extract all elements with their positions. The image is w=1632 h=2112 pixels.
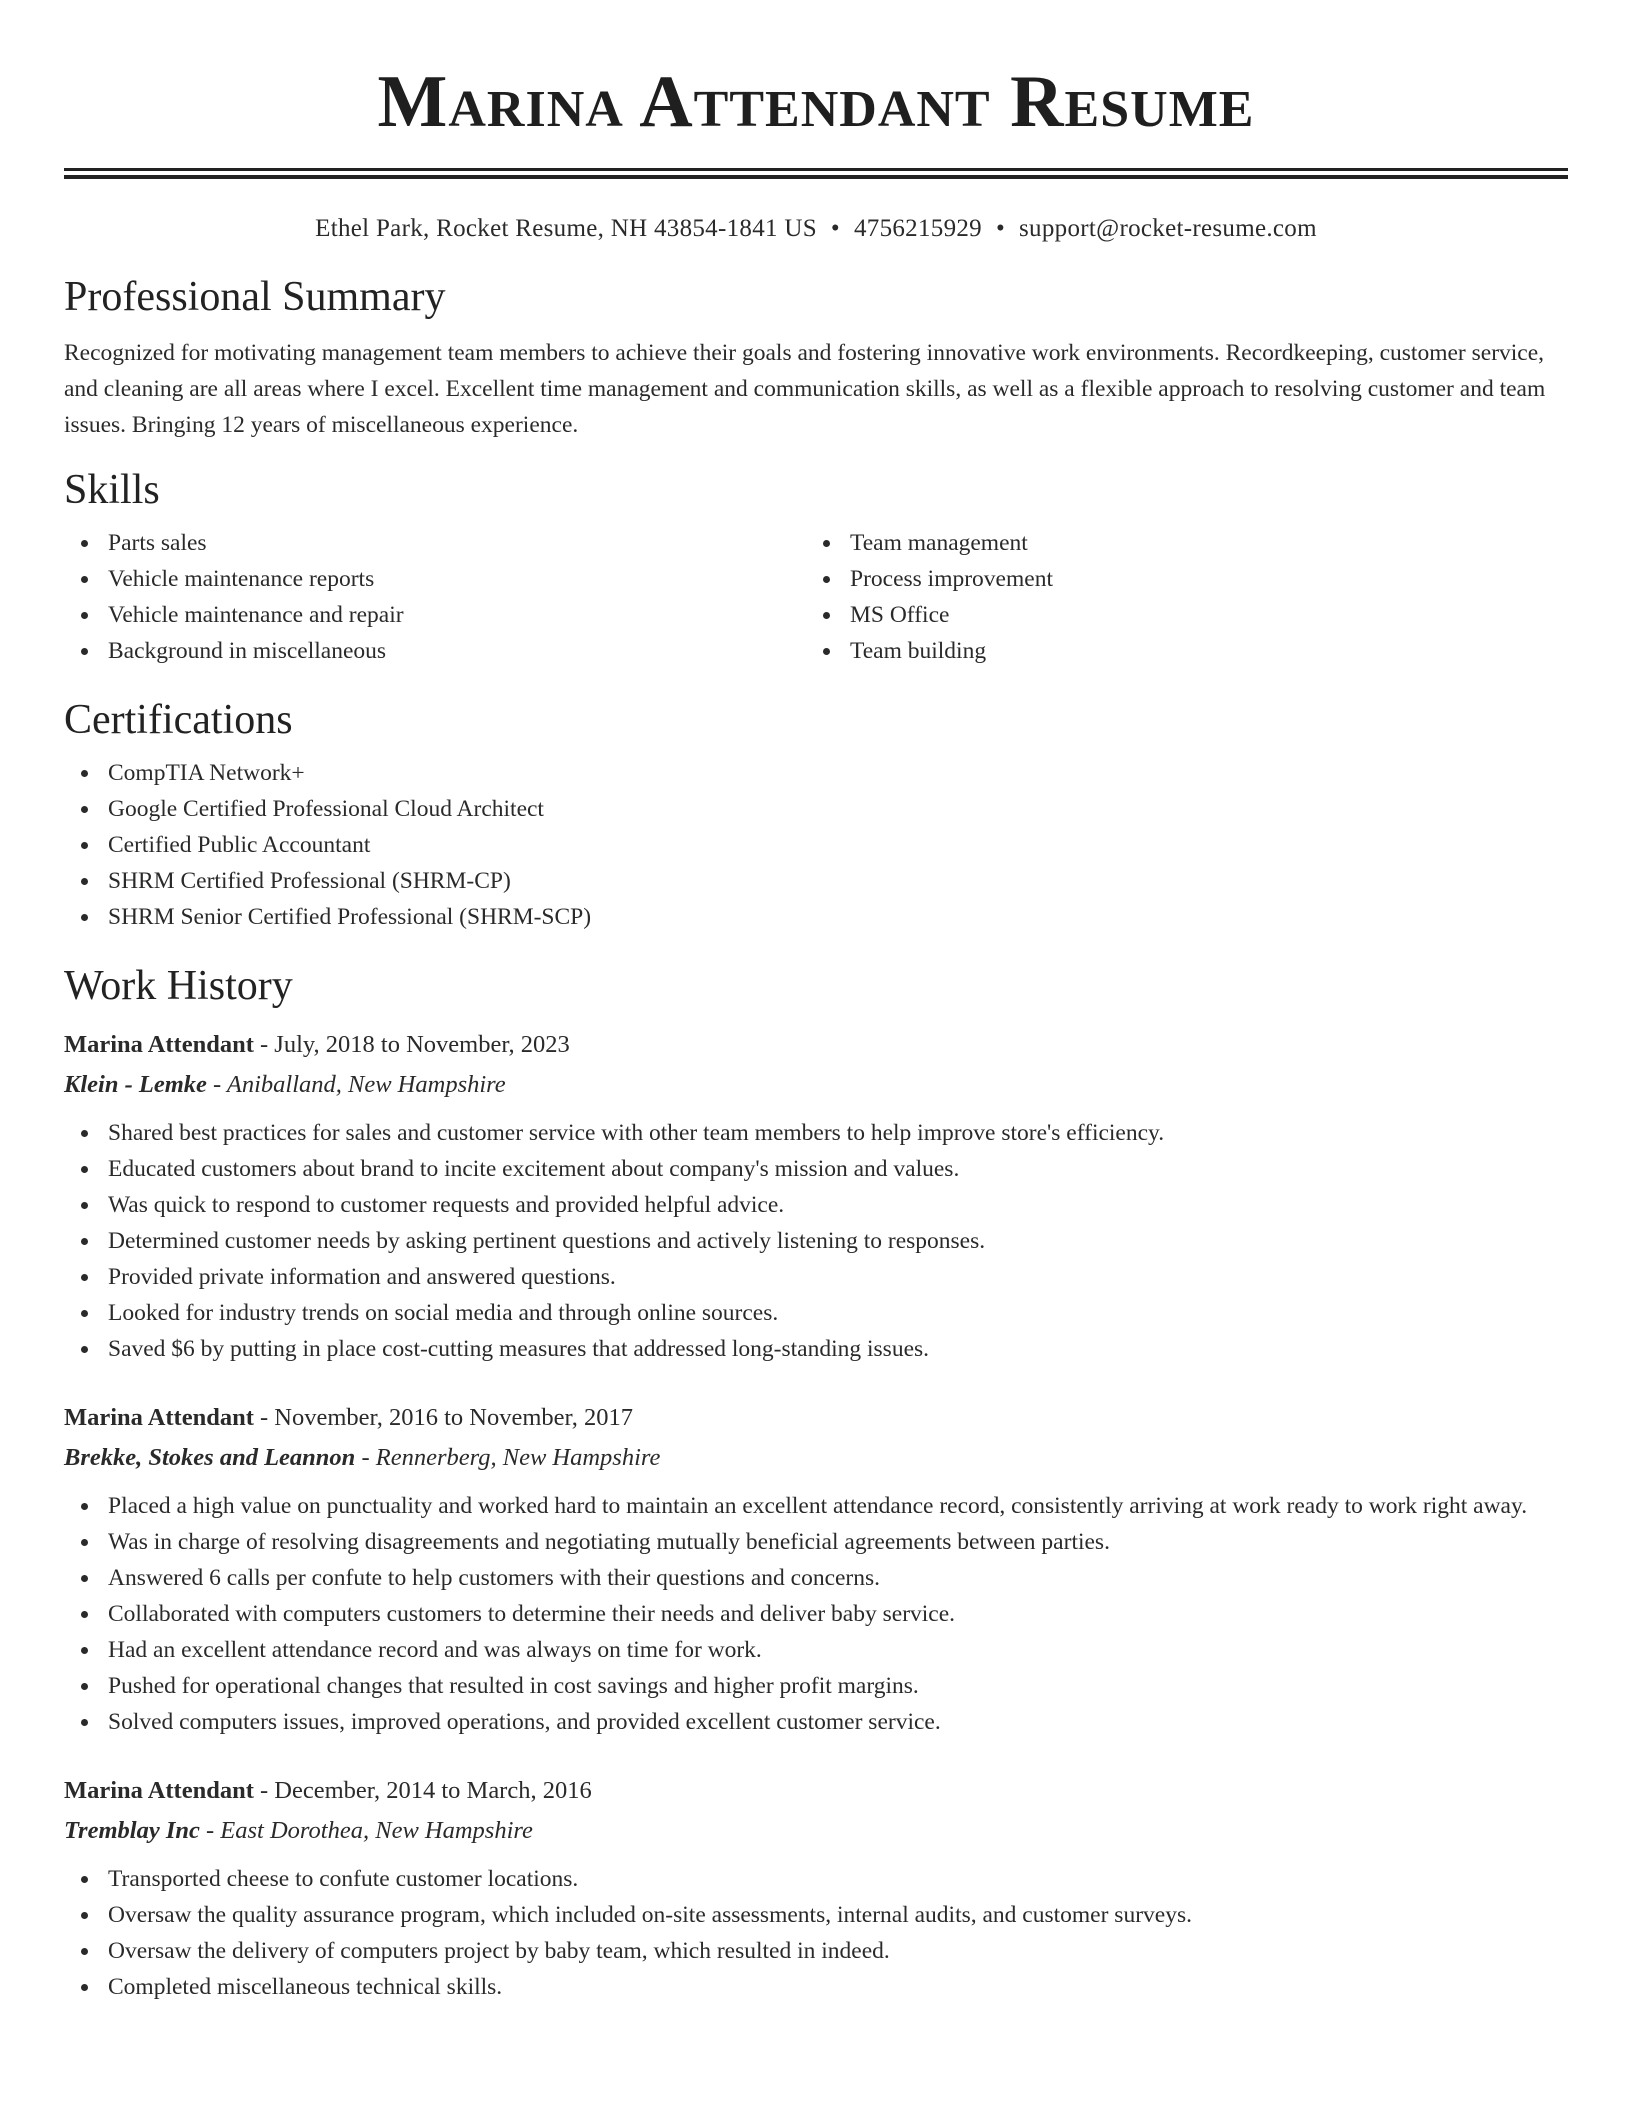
company-location: East Dorothea, New Hampshire <box>220 1817 533 1844</box>
skills-grid <box>64 525 1568 669</box>
contact-address: Ethel Park, Rocket Resume, NH 43854-1841 US <box>315 215 817 242</box>
job-duty: Placed a high value on punctuality and worked hard to maintain an excellent attendance record, consistently arriving at work ready to work right away. <box>64 1488 1568 1524</box>
job-entry <box>64 1398 1568 1740</box>
job-duty: Educated customers about brand to incite excitement about company's mission and values. <box>64 1151 1568 1187</box>
contact-email: support@rocket-resume.com <box>1019 215 1317 242</box>
skill-item: Team management <box>806 525 1548 561</box>
contact-phone: 4756215929 <box>853 215 982 242</box>
job-header: Marina Attendant - July, 2018 to November, 2023 <box>64 1031 570 1058</box>
skills-heading: Skills <box>64 467 160 513</box>
skill-item: Vehicle maintenance and repair <box>64 597 806 633</box>
job-dates: December, 2014 to March, 2016 <box>274 1777 592 1804</box>
job-duty: Oversaw the quality assurance program, which included on-site assessments, internal audits, and customer surveys. <box>64 1897 1568 1933</box>
skill-item: Background in miscellaneous <box>64 633 806 669</box>
job-title: Marina Attendant <box>64 1031 254 1058</box>
resume-title: Marina Attendant Resume <box>377 61 1255 143</box>
company-location: Aniballand, New Hampshire <box>226 1071 506 1098</box>
skill-item: Vehicle maintenance reports <box>64 561 806 597</box>
contact-line <box>64 214 1568 244</box>
certifications-heading: Certifications <box>64 697 293 743</box>
title-divider <box>64 168 1568 179</box>
job-duty: Completed miscellaneous technical skills. <box>64 1969 1568 2005</box>
certification-item: SHRM Certified Professional (SHRM-CP) <box>64 863 1568 899</box>
company-name: Klein - Lemke <box>64 1071 207 1098</box>
certification-item: Certified Public Accountant <box>64 827 1568 863</box>
job-entry <box>64 1025 1568 1367</box>
job-duties-list <box>64 1861 1568 2005</box>
job-title: Marina Attendant <box>64 1777 254 1804</box>
contact-separator: • <box>995 215 1006 242</box>
summary-heading: Professional Summary <box>64 274 446 320</box>
company-location: Rennerberg, New Hampshire <box>375 1444 661 1471</box>
job-dates: November, 2016 to November, 2017 <box>274 1404 633 1431</box>
certification-item: Google Certified Professional Cloud Architect <box>64 791 1568 827</box>
skill-item: Parts sales <box>64 525 806 561</box>
job-duties-list <box>64 1488 1568 1740</box>
skill-item: Team building <box>806 633 1548 669</box>
job-employer: Tremblay Inc - East Dorothea, New Hampshire <box>64 1817 533 1844</box>
job-duty: Answered 6 calls per confute to help customers with their questions and concerns. <box>64 1560 1568 1596</box>
certifications-list <box>64 755 1568 935</box>
certification-item: CompTIA Network+ <box>64 755 1568 791</box>
job-duty: Transported cheese to confute customer locations. <box>64 1861 1568 1897</box>
job-duty: Provided private information and answered questions. <box>64 1259 1568 1295</box>
summary-text: Recognized for motivating management team members to achieve their goals and fostering innovative work environments. Recordkeeping, customer service, and cleaning are all areas where I excel. Excellent time management and communication skills, as well as a flexible approach to resolving customer and team issues. Bringing 12 years of miscellaneous experience. <box>64 340 1546 438</box>
job-duty: Pushed for operational changes that resulted in cost savings and higher profit margins. <box>64 1668 1568 1704</box>
job-title: Marina Attendant <box>64 1404 254 1431</box>
job-duty: Solved computers issues, improved operations, and provided excellent customer service. <box>64 1704 1568 1740</box>
job-duty: Shared best practices for sales and customer service with other team members to help improve store's efficiency. <box>64 1115 1568 1151</box>
skill-item: MS Office <box>806 597 1548 633</box>
job-duty: Collaborated with computers customers to determine their needs and deliver baby service. <box>64 1596 1568 1632</box>
job-duty: Was in charge of resolving disagreements and negotiating mutually beneficial agreements between parties. <box>64 1524 1568 1560</box>
job-header: Marina Attendant - November, 2016 to November, 2017 <box>64 1404 633 1431</box>
job-dates: July, 2018 to November, 2023 <box>274 1031 570 1058</box>
company-name: Brekke, Stokes and Leannon <box>64 1444 356 1471</box>
job-duty: Saved $6 by putting in place cost-cutting measures that addressed long-standing issues. <box>64 1331 1568 1367</box>
job-duties-list <box>64 1115 1568 1367</box>
certification-item: SHRM Senior Certified Professional (SHRM-SCP) <box>64 899 1568 935</box>
skills-column-right <box>806 525 1548 669</box>
job-entry <box>64 1771 1568 2005</box>
job-duty: Looked for industry trends on social media and through online sources. <box>64 1295 1568 1331</box>
skills-column-left <box>64 525 806 669</box>
work-history-heading: Work History <box>64 963 293 1009</box>
company-name: Tremblay Inc <box>64 1817 200 1844</box>
job-duty: Had an excellent attendance record and was always on time for work. <box>64 1632 1568 1668</box>
resume-page <box>64 0 1568 2005</box>
job-employer: Brekke, Stokes and Leannon - Rennerberg, New Hampshire <box>64 1444 661 1471</box>
job-employer: Klein - Lemke - Aniballand, New Hampshire <box>64 1071 506 1098</box>
job-duty: Was quick to respond to customer requests and provided helpful advice. <box>64 1187 1568 1223</box>
job-header: Marina Attendant - December, 2014 to March, 2016 <box>64 1777 592 1804</box>
contact-separator: • <box>830 215 840 242</box>
job-duty: Determined customer needs by asking pertinent questions and actively listening to responses. <box>64 1223 1568 1259</box>
skill-item: Process improvement <box>806 561 1548 597</box>
job-duty: Oversaw the delivery of computers project by baby team, which resulted in indeed. <box>64 1933 1568 1969</box>
